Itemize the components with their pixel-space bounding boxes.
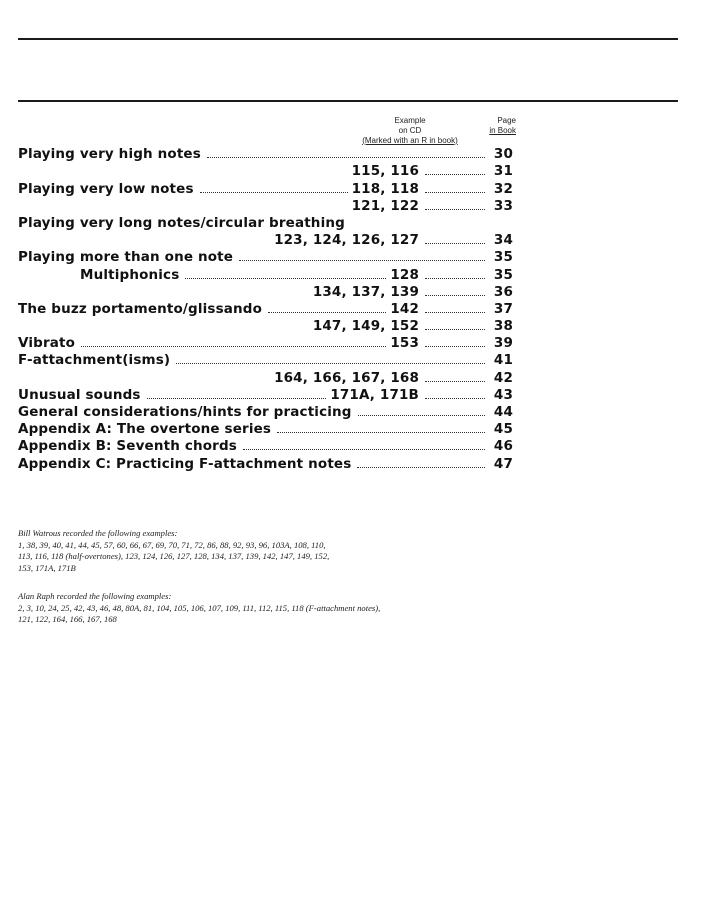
note-example-list: 121, 122, 164, 166, 167, 168 xyxy=(18,614,117,625)
dot-leader xyxy=(358,415,485,416)
toc-examples: 121, 122 xyxy=(351,197,419,214)
toc-page-number: 37 xyxy=(493,300,513,317)
toc-examples: 153 xyxy=(390,335,419,352)
toc-page-number: 43 xyxy=(493,386,513,403)
dot-leader xyxy=(243,449,485,450)
watrous-recording-note xyxy=(18,528,498,574)
toc-page-number: 35 xyxy=(493,249,513,266)
toc-entry xyxy=(18,368,513,385)
toc-page-number: 33 xyxy=(493,197,513,214)
note-example-list: 1, 38, 39, 40, 41, 44, 45, 57, 60, 66, 67, 69, 70, 71, 72, 86, 88, 92, 93, 96, 103A, 108, 110, xyxy=(18,539,326,550)
toc-page-number: 47 xyxy=(493,455,513,472)
toc-entry xyxy=(18,214,513,231)
toc-page-number: 45 xyxy=(493,421,513,438)
dot-leader xyxy=(425,398,485,399)
note-example-list: 153, 171A, 171B xyxy=(18,562,76,573)
toc-examples: 142 xyxy=(390,300,419,317)
toc-page-number: 39 xyxy=(493,335,513,352)
dot-leader xyxy=(425,192,485,193)
column-header-page-in-book xyxy=(476,116,516,136)
column-header-line: on CD xyxy=(398,126,422,135)
toc-page-number: 34 xyxy=(493,232,513,249)
toc-examples: 171A, 171B xyxy=(330,386,419,403)
header-rule xyxy=(18,100,678,102)
toc-title: F-attachment(isms) xyxy=(18,352,171,369)
toc-entry xyxy=(18,334,513,351)
dot-leader xyxy=(147,398,327,399)
dot-leader xyxy=(425,278,485,279)
dot-leader xyxy=(268,312,386,313)
toc-entry xyxy=(18,317,513,334)
toc-page-number: 30 xyxy=(493,146,513,163)
dot-leader xyxy=(207,157,485,158)
column-header-line: Page xyxy=(497,116,516,125)
raph-recording-note xyxy=(18,591,498,626)
toc-examples: 115, 116 xyxy=(351,163,419,180)
toc-title: Unusual sounds xyxy=(18,386,141,403)
toc-entry xyxy=(18,197,513,214)
dot-leader xyxy=(425,312,485,313)
toc-entry xyxy=(18,179,513,196)
toc-entry xyxy=(18,231,513,248)
toc-entry xyxy=(18,351,513,368)
toc-page-number: 42 xyxy=(493,369,513,386)
toc-examples: 147, 149, 152 xyxy=(312,318,419,335)
toc-page-number: 35 xyxy=(493,266,513,283)
dot-leader xyxy=(200,192,348,193)
toc-entry xyxy=(18,248,513,265)
toc-entry xyxy=(18,403,513,420)
toc-page-number: 36 xyxy=(493,283,513,300)
toc-examples: 128 xyxy=(390,266,419,283)
toc-title: Playing very long notes/circular breathing xyxy=(18,214,345,231)
toc-page-number: 32 xyxy=(493,180,513,197)
dot-leader xyxy=(277,432,485,433)
dot-leader xyxy=(81,346,386,347)
toc-page-number: 31 xyxy=(493,163,513,180)
toc-page-number: 38 xyxy=(493,318,513,335)
dot-leader xyxy=(425,174,485,175)
toc-entry xyxy=(18,420,513,437)
dot-leader xyxy=(425,346,485,347)
note-heading: Alan Raph recorded the following examples: xyxy=(18,591,172,601)
toc-examples: 134, 137, 139 xyxy=(312,283,419,300)
toc-title: Multiphonics xyxy=(80,266,180,283)
column-header-example-on-cd xyxy=(340,116,480,146)
table-of-contents xyxy=(18,145,513,472)
toc-entry xyxy=(18,283,513,300)
dot-leader xyxy=(425,329,485,330)
toc-title: Playing very low notes xyxy=(18,180,194,197)
toc-examples: 123, 124, 126, 127 xyxy=(274,232,419,249)
column-header-line: in Book xyxy=(489,126,516,135)
dot-leader xyxy=(185,278,386,279)
toc-page-number: 41 xyxy=(493,352,513,369)
column-header-line: Example xyxy=(394,116,426,125)
dot-leader xyxy=(425,295,485,296)
column-header-line: (Marked with an R in book) xyxy=(362,136,458,145)
note-example-list: 113, 116, 118 (half-overtones), 123, 124, 126, 127, 128, 134, 137, 139, 142, 147, 149, 152, xyxy=(18,551,330,562)
toc-page-number: 44 xyxy=(493,404,513,420)
top-rule xyxy=(18,38,678,40)
dot-leader xyxy=(425,381,485,382)
toc-title: The buzz portamento/glissando xyxy=(18,300,263,317)
dot-leader xyxy=(425,243,485,244)
toc-title: Playing very high notes xyxy=(18,146,201,163)
toc-entry xyxy=(18,300,513,317)
toc-entry xyxy=(18,454,513,471)
toc-page-number: 46 xyxy=(493,438,513,455)
toc-title: Appendix C: Practicing F-attachment notes xyxy=(18,455,352,472)
toc-entry xyxy=(18,386,513,403)
toc-title: General considerations/hints for practicing xyxy=(18,404,352,420)
note-example-list: 2, 3, 10, 24, 25, 42, 43, 46, 48, 80A, 81, 104, 105, 106, 107, 109, 111, 112, 115, 118 (F-attachment notes), xyxy=(18,602,381,613)
toc-title: Appendix A: The overtone series xyxy=(18,421,272,438)
toc-entry xyxy=(18,162,513,179)
dot-leader xyxy=(425,209,485,210)
note-heading: Bill Watrous recorded the following examples: xyxy=(18,528,178,538)
toc-title: Vibrato xyxy=(18,335,76,352)
toc-entry xyxy=(18,437,513,454)
toc-examples: 118, 118 xyxy=(351,180,419,197)
toc-title: Playing more than one note xyxy=(18,249,234,266)
toc-title: Appendix B: Seventh chords xyxy=(18,438,237,455)
toc-examples: 164, 166, 167, 168 xyxy=(274,369,419,386)
toc-entry xyxy=(18,265,513,282)
dot-leader xyxy=(239,260,485,261)
dot-leader xyxy=(357,467,485,468)
toc-entry xyxy=(18,145,513,162)
dot-leader xyxy=(176,363,485,364)
